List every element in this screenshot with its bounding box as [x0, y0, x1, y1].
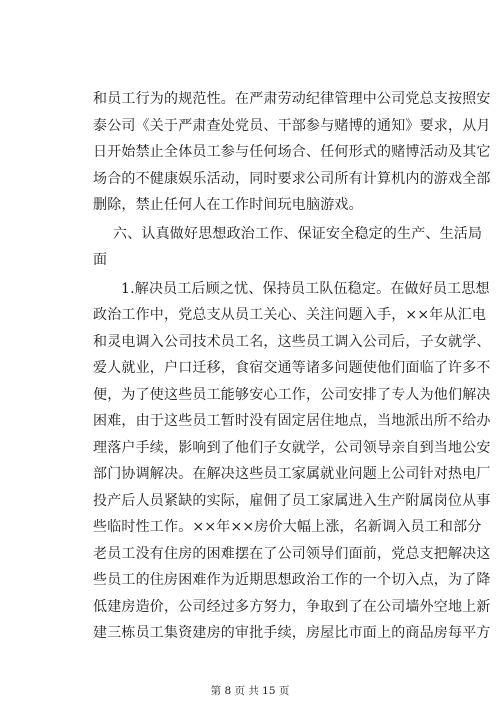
document-body	[93, 86, 491, 647]
text-line: 些员工的住房困难作为近期思想政治工作的一个切入点，为了降	[93, 572, 491, 588]
heading-line: 六、认真做好思想政治工作、保证安全稳定的生产、生活局	[113, 225, 483, 242]
text-line: 政治工作中，党总支从员工关心、关注问题入手，××年从汇电	[93, 307, 487, 323]
heading-line: 面	[93, 252, 108, 268]
text-line: 日开始禁止全体员工参与任何场合、任何形式的赌博活动及其它	[93, 144, 491, 160]
text-line: 和员工行为的规范性。在严肃劳动纪律管理中公司党总支按照安	[93, 91, 491, 107]
page-number: 第 8 页 共 15 页	[210, 685, 290, 697]
text-line: 低建房造价，公司经过多方努力，争取到了在公司墙外空地上新	[93, 598, 491, 615]
text-line: 删除，禁止任何人在工作时间玩电脑游戏。	[93, 197, 363, 213]
text-line: 泰公司《关于严肃查处党员、干部参与赌博的通知》要求，从月	[93, 117, 491, 134]
text-line: 爱人就业，户口迁移，食宿交通等诸多问题使他们面临了许多不	[93, 360, 491, 376]
text-line: 和灵电调入公司技术员工名，这些员工调入公司后，子女就学、	[93, 333, 491, 350]
text-line: 投产后人员紧缺的实际，雇佣了员工家属进入生产附属岗位从事	[93, 492, 491, 509]
text-line: 建三栋员工集资建房的审批手续，房屋比市面上的商品房每平方	[93, 625, 491, 641]
text-line: 1.解决员工后顾之忧、保持员工队伍稳定。在做好员工思想	[121, 280, 490, 297]
text-line: 部门协调解决。在解决这些员工家属就业问题上公司针对热电厂	[93, 466, 491, 482]
paragraph-continuation	[93, 86, 491, 219]
text-line: 困难，由于这些员工暂时没有固定居住地点，当地派出所不给办	[93, 413, 491, 429]
paragraph	[93, 276, 491, 647]
text-line: 些临时性工作。××年××房价大幅上涨，名新调入员工和部分	[93, 519, 482, 535]
text-line: 场合的不健康娱乐活动，同时要求公司所有计算机内的游戏全部	[93, 170, 491, 187]
text-line: 便，为了使这些员工能够安心工作，公司安排了专人为他们解决	[93, 386, 491, 403]
text-line: 理落户手续，影响到了他们子女就学，公司领导亲自到当地公安	[93, 439, 491, 456]
section-heading	[93, 221, 483, 274]
text-line: 老员工没有住房的困难摆在了公司领导们面前，党总支把解决这	[93, 545, 491, 562]
